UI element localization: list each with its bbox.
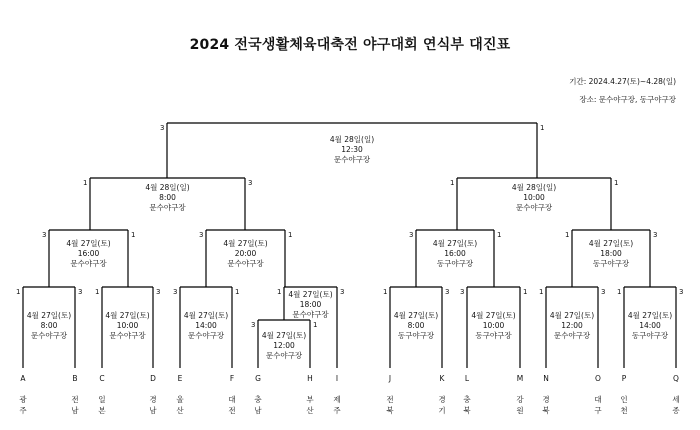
- team-letter: F: [229, 374, 235, 383]
- team-letter: D: [150, 374, 156, 383]
- team-letter: K: [439, 374, 445, 383]
- match-date: 4월 27일(토): [223, 239, 268, 248]
- match-info: [128, 183, 208, 213]
- match-time: 12:00: [561, 321, 583, 330]
- match-time: 10:00: [116, 321, 139, 330]
- match-place: 동구야구장: [592, 259, 630, 268]
- match-info: [88, 311, 168, 341]
- score-right: 1: [313, 321, 318, 329]
- team-letter: N: [543, 374, 549, 383]
- match-info: [454, 311, 534, 341]
- match-date: 4월 27일(토): [432, 239, 478, 248]
- match-place: 동구야구장: [436, 259, 474, 268]
- team-letter: P: [621, 374, 627, 383]
- score-left: 1: [617, 288, 622, 296]
- match-place: 문수야구장: [515, 203, 553, 212]
- score-left: 1: [539, 288, 544, 296]
- score-right: 1: [288, 231, 293, 239]
- match-time: 10:00: [482, 321, 505, 330]
- match-info: [376, 311, 456, 341]
- team-name: 경 남: [149, 395, 157, 415]
- score-left: 3: [173, 288, 178, 296]
- score-right: 1: [131, 231, 136, 239]
- score-right: 1: [497, 231, 502, 239]
- match-date: 4월 27일(토): [183, 311, 229, 320]
- match-date: 4월 27일(토): [261, 331, 307, 340]
- score-left: 1: [450, 179, 455, 187]
- score-right: 3: [248, 179, 253, 187]
- match-time: 16:00: [77, 249, 100, 258]
- team-name: 세 종: [672, 395, 680, 415]
- score-left: 1: [565, 231, 570, 239]
- match-time: 8:00: [159, 193, 176, 202]
- match-time: 18:00: [600, 249, 622, 258]
- team-letter: H: [307, 374, 313, 383]
- match-date: 4월 27일(토): [105, 311, 150, 320]
- match-date: 4월 27일(토): [471, 311, 516, 320]
- team-name: 전 북: [386, 395, 394, 415]
- match-info: [49, 239, 129, 269]
- match-place: 문수야구장: [553, 331, 591, 340]
- match-date: 4월 27일(토): [66, 239, 111, 248]
- match-info: [494, 183, 574, 213]
- team-name: 경 기: [438, 395, 446, 415]
- match-date: 4월 27일(토): [393, 311, 439, 320]
- match-date: 4월 27일(토): [588, 239, 634, 248]
- team-name: 제 주: [333, 395, 341, 415]
- match-time: 12:30: [341, 145, 363, 154]
- score-left: 1: [95, 288, 100, 296]
- match-info: [415, 239, 495, 269]
- match-place: 문수야구장: [187, 331, 225, 340]
- score-right: 3: [156, 288, 161, 296]
- match-info: [312, 135, 392, 165]
- team-name: 충 북: [463, 395, 471, 415]
- match-place: 문수야구장: [265, 351, 303, 360]
- score-left: 3: [42, 231, 47, 239]
- team-letter: O: [595, 374, 601, 383]
- team-name: 광 주: [19, 395, 27, 415]
- score-right: 3: [601, 288, 606, 296]
- team-name: 대 전: [228, 395, 236, 415]
- match-info: [610, 311, 690, 341]
- match-place: 동구야구장: [631, 331, 669, 340]
- match-place: 문수야구장: [30, 331, 68, 340]
- score-right: 1: [540, 124, 545, 132]
- match-time: 12:00: [273, 341, 295, 350]
- match-place: 문수야구장: [292, 310, 329, 319]
- match-place: 문수야구장: [149, 203, 186, 212]
- team-name: 대 구: [594, 395, 602, 415]
- team-letter: M: [516, 374, 524, 383]
- score-left: 3: [251, 321, 256, 329]
- team-letter: I: [335, 374, 339, 383]
- team-letter: Q: [673, 374, 679, 383]
- team-name: 부 산: [306, 395, 314, 415]
- match-info: [166, 311, 246, 341]
- match-time: 14:00: [639, 321, 661, 330]
- match-time: 20:00: [234, 249, 257, 258]
- score-right: 3: [679, 288, 684, 296]
- team-name: 전 남: [71, 395, 79, 415]
- page-title: 2024 전국생활체육대축전 야구대회 연식부 대진표: [189, 37, 511, 53]
- team-letter: J: [388, 374, 392, 383]
- match-time: 8:00: [40, 321, 58, 330]
- match-date: 4월 27일(토): [288, 290, 333, 299]
- team-name: 일 본: [98, 395, 106, 415]
- team-letter: E: [177, 374, 183, 383]
- score-right: 3: [653, 231, 658, 239]
- match-place: 동구야구장: [475, 331, 512, 340]
- match-place: 동구야구장: [397, 331, 435, 340]
- match-info: [571, 239, 651, 269]
- team-letter: B: [72, 374, 78, 383]
- match-time: 10:00: [523, 193, 545, 202]
- match-time: 8:00: [407, 321, 425, 330]
- team-name: 강 원: [516, 395, 524, 415]
- score-left: 1: [83, 179, 88, 187]
- score-right: 3: [445, 288, 450, 296]
- match-date: 4월 27일(토): [26, 311, 72, 320]
- match-place: 문수야구장: [109, 331, 146, 340]
- score-right: 1: [614, 179, 619, 187]
- match-info: [271, 290, 351, 320]
- team-name: 경 북: [542, 395, 550, 415]
- score-right: 3: [340, 288, 345, 296]
- team-letter: A: [20, 374, 26, 383]
- team-letter: G: [255, 374, 261, 383]
- score-left: 3: [199, 231, 204, 239]
- match-time: 16:00: [444, 249, 466, 258]
- team-name: 울 산: [176, 395, 184, 415]
- match-date: 4월 28일(일): [511, 183, 557, 192]
- match-info: [532, 311, 612, 341]
- score-right: 1: [523, 288, 528, 296]
- score-left: 3: [409, 231, 414, 239]
- match-info: [244, 331, 324, 361]
- score-left: 1: [16, 288, 21, 296]
- match-date: 4월 27일(토): [549, 311, 595, 320]
- score-right: 3: [78, 288, 83, 296]
- match-date: 4월 28일(일): [145, 183, 190, 192]
- period-text: 기간: 2024.4.27(토)~4.28(일): [569, 77, 676, 86]
- match-place: 문수야구장: [227, 259, 264, 268]
- match-info: [206, 239, 286, 269]
- match-info: [9, 311, 89, 341]
- match-time: 14:00: [195, 321, 217, 330]
- match-place: 문수야구장: [333, 155, 371, 164]
- score-left: 1: [383, 288, 388, 296]
- team-name: 인 천: [620, 395, 628, 415]
- match-date: 4월 28일(일): [329, 135, 375, 144]
- score-right: 1: [235, 288, 240, 296]
- score-left: 1: [277, 288, 282, 296]
- match-date: 4월 27일(토): [627, 311, 673, 320]
- team-letter: L: [464, 374, 470, 383]
- venue-text: 장소: 문수야구장, 동구야구장: [579, 95, 676, 104]
- match-time: 18:00: [299, 300, 322, 309]
- match-place: 문수야구장: [70, 259, 107, 268]
- team-letter: C: [99, 374, 105, 383]
- team-name: 충 남: [254, 395, 262, 415]
- score-left: 3: [460, 288, 465, 296]
- score-left: 3: [160, 124, 165, 132]
